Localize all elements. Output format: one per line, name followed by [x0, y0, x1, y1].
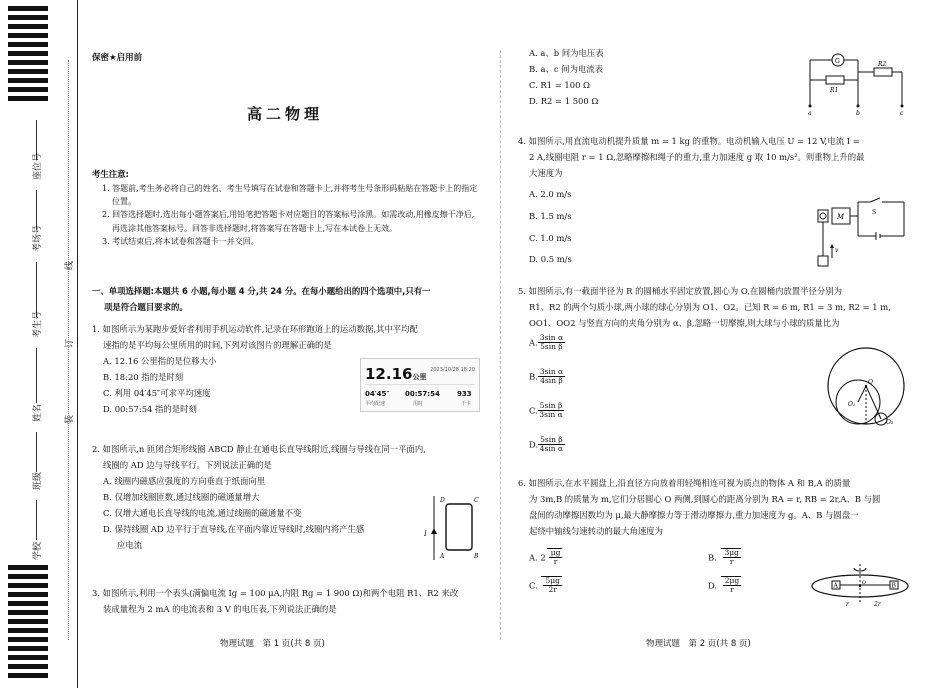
q4-label-m: M [837, 213, 845, 221]
examinee-label: 考生号 [33, 310, 43, 338]
question-3 [92, 586, 484, 618]
footer-page-1: 物理试题 第 1 页(共 8 页) [220, 639, 325, 649]
q3-option-c: C. R1 = 100 Ω [529, 79, 591, 90]
q4-motor-diagram [808, 192, 908, 272]
school-label: 学校 [33, 541, 43, 560]
q3-option-a: A. a、b 间为电压表 [529, 48, 604, 58]
question-1 [92, 322, 484, 418]
q2-option-c: C. 仅增大通电长直导线的电流,通过线圈的磁通量不变 [103, 507, 302, 518]
q5-option-b: B. $\frac{\text{3sin α}}{\text{4sin β}}$ [529, 366, 564, 386]
q6-stem-line4: 起绕中轴线匀速转动的最大角速度为 [529, 525, 663, 536]
q2-option-d: D. 保持线圈 AD 边平行于直导线,在平面内靠近导线时,线圈内将产生感 [103, 523, 365, 534]
q4-stem-line1: 4. 如图所示,用直流电动机提升质量 m = 1 kg 的重物。电动机输入电压 U = 12 V,电流 I = [518, 136, 860, 146]
section-line-1: 一、单项选择题:本题共 6 小题,每小题 4 分,共 24 分。在每小题给出的四个选项中,只有一 [92, 286, 431, 296]
page-title: 高二物理 [247, 105, 324, 123]
q4-option-c: C. 1.0 m/s [529, 232, 572, 243]
q3-option-d: D. R2 = 1 500 Ω [529, 95, 599, 106]
q2-label-b: B [474, 553, 479, 560]
q2-stem-line1: 2. 如图所示,n 匝闭合矩形线圈 ABCD 静止在通电长直导线附近,线圈与导线在同一平面内, [92, 444, 426, 454]
q1-cal-label: 千卡 [461, 401, 472, 407]
q2-stem-line2: 线圈的 AD 边与导线平行。下列说法正确的是 [103, 459, 272, 470]
q6-label-o: O [862, 580, 867, 586]
notice-heading: 考生注意: [92, 169, 129, 179]
section-line-2: 项是符合题目要求的。 [104, 301, 188, 312]
q6-stem-line2: 为 3m,B 的质量为 m,它们分居圆心 O 两侧,到圆心的距离分别为 RA = r, RB = 2r,A、B 与圆 [529, 493, 881, 504]
q4-stem-line2: 2 A,线圈电阻 r = 1 Ω,忽略摩擦和绳子的重力,重力加速度 g 取 10 m/s²。则重物上升的最 [529, 151, 865, 162]
q4-label-v: v [835, 247, 839, 254]
q1-option-c: C. 利用 04′45″可求平均速度 [103, 387, 211, 398]
seal-char-order: 订 [65, 338, 75, 348]
q6-label-b: B [891, 582, 896, 590]
seal-char-bind: 装 [65, 414, 75, 424]
name-field-line [36, 348, 37, 403]
q4-option-d: D. 0.5 m/s [529, 254, 572, 265]
q3-label-a: a [808, 110, 812, 116]
q6-stem-line3: 盘间的动摩擦因数均为 μ,最大静摩擦力等于滑动摩擦力,重力加速度为 g。A、B 与圆盘一 [529, 509, 859, 520]
strip-border [77, 0, 78, 688]
notice-item: 3. 考试结束后,将本试卷和答题卡一并交回。 [102, 236, 259, 246]
q1-distance: 12.16公里 [365, 365, 427, 383]
binding-strip [0, 0, 78, 688]
barcode-bottom [8, 565, 48, 682]
q3-options [518, 46, 604, 110]
seal-dotted-line [68, 60, 69, 640]
school-field-line [36, 500, 37, 540]
q3-stem-line2: 装成量程为 2 mA 的电流表和 3 V 的电压表,下列说法正确的是 [103, 603, 337, 614]
q3-stem-line1: 3. 如图所示,利用一个表头(满偏电流 Ig = 100 μA,内阻 Rg = 1 900 Ω)和两个电阻 R1、R2 来改 [92, 588, 459, 598]
q4-label-s: S [872, 209, 877, 216]
q6-label-2r: 2r [874, 601, 881, 608]
q5-stem-line1: 5. 如图所示,有一截面半径为 R 的圆桶水平固定放置,圆心为 O,在圆桶内放置半径分别为 [518, 286, 843, 296]
q3-label-r2: R2 [878, 61, 887, 68]
q6-option-c: C. $\frac{5\mu g}{2r}$ [529, 575, 560, 595]
q2-label-a: A [440, 553, 445, 560]
q2-option-a: A. 线圈内磁感应强度的方向垂直于纸面向里 [103, 475, 266, 486]
q3-circuit-diagram [800, 46, 910, 116]
q5-label-o2: O₂ [886, 419, 894, 426]
notice-item: 2. 回答选择题时,选出每小题答案后,用铅笔把答题卡对应题目的答案标号涂黑。如需改动,用橡皮擦干净后,再选涂其他答案标号。回答非选择题时,将答案写在答题卡上,写在本试卷上无效。 [102, 210, 475, 233]
q2-label-c: C [474, 497, 479, 504]
section-heading [92, 284, 484, 316]
notice-list [100, 182, 480, 248]
q1-app-screenshot [360, 358, 480, 412]
q1-stem-line1: 1. 如图所示为某跑步爱好者利用手机运动软件,记录在环形跑道上的运动数据,其中平均配 [92, 324, 418, 334]
q5-cylinder-diagram [824, 344, 908, 430]
q6-stem-line1: 6. 如图所示,在水平圆盘上,沿直径方向放着用轻绳相连可视为质点的物体 A 和 B,A 的质量 [518, 478, 851, 488]
barcode-top [8, 6, 48, 105]
q4-stem-line3: 大速度为 [529, 167, 563, 178]
footer-page-2: 物理试题 第 2 页(共 8 页) [646, 639, 751, 649]
q4-option-b: B. 1.5 m/s [529, 210, 572, 221]
q6-option-a: A. 2 $\frac{\mu g}{r}$ [529, 547, 561, 567]
notice-item: 1. 答题前,考生务必将自己的姓名、考生号填写在试卷和答题卡上,并将考生号条形码粘贴在答题卡上的指定位置。 [102, 184, 478, 207]
q5-label-o1: O₁ [848, 401, 856, 408]
q6-disk-diagram [810, 562, 910, 612]
q3-option-b: B. a、c 间为电流表 [529, 63, 604, 74]
q1-calories: 933 [457, 390, 472, 398]
q5-stem-line2: R1、R2 的两个匀质小球,两小球的球心分别为 O1、O2。已知 R = 6 m, R1 = 3 m, R2 = 1 m, [529, 301, 891, 312]
name-label: 姓名 [33, 403, 43, 422]
q3-label-b: b [856, 110, 860, 116]
q1-pace: 04′45″ [365, 390, 390, 398]
class-label: 班级 [33, 471, 43, 490]
q6-label-r: r [846, 601, 849, 608]
q3-label-g: G [835, 58, 840, 65]
q5-option-c: C. $\frac{\text{5sin β}}{\text{3sin α}}$ [529, 400, 563, 420]
question-2 [92, 442, 484, 560]
q1-time-label: 用时 [413, 401, 424, 407]
q2-label-i: I [424, 530, 427, 538]
class-field-line [36, 432, 37, 472]
q5-label-o: O [868, 379, 873, 386]
q1-date: 2023/10/28 18:20 [430, 367, 475, 373]
q1-stem-line2: 速指的是平均每公里所用的时间,下列对该图片的理解正确的是 [103, 339, 332, 350]
q5-option-a: A. $\frac{\text{3sin α}}{\text{5sin β}}$ [529, 332, 564, 352]
examinee-field-line [36, 262, 37, 317]
q1-option-a: A. 12.16 公里指的是位移大小 [103, 355, 217, 366]
q2-option-b: B. 仅增加线圈匝数,通过线圈的磁通量增大 [103, 491, 260, 502]
q6-label-a: A [833, 582, 838, 590]
q1-pace-label: 平均配速 [365, 401, 386, 407]
q4-option-a: A. 2.0 m/s [529, 188, 572, 199]
q5-stem-line3: OO1、OO2 与竖直方向的夹角分别为 α、β,忽略一切摩擦,则大球与小球的质量比为 [529, 317, 840, 328]
q3-label-r1: R1 [830, 87, 839, 94]
q2-coil-diagram [424, 492, 488, 564]
seal-char-line: 线 [65, 260, 75, 270]
q1-option-d: D. 00:57:54 指的是时刻 [103, 403, 197, 414]
q2-option-d-cont: 应电流 [117, 539, 143, 550]
q6-option-d: D. $\frac{2\mu g}{r}$ [708, 575, 740, 595]
q2-label-d: D [440, 497, 445, 504]
q6-option-b: B. $\frac{3\mu g}{r}$ [708, 547, 739, 567]
q5-option-d: D. $\frac{\text{5sin β}}{\text{4sin α}}$ [529, 434, 564, 454]
q3-label-c: c [900, 110, 904, 116]
room-label: 考场号 [33, 224, 43, 252]
column-divider [500, 50, 501, 640]
q1-duration: 00:57:54 [405, 390, 440, 398]
q1-option-b: B. 18:20 指的是时刻 [103, 371, 184, 382]
secret-mark: 保密★启用前 [92, 53, 143, 63]
seat-label: 座位号 [33, 152, 43, 180]
